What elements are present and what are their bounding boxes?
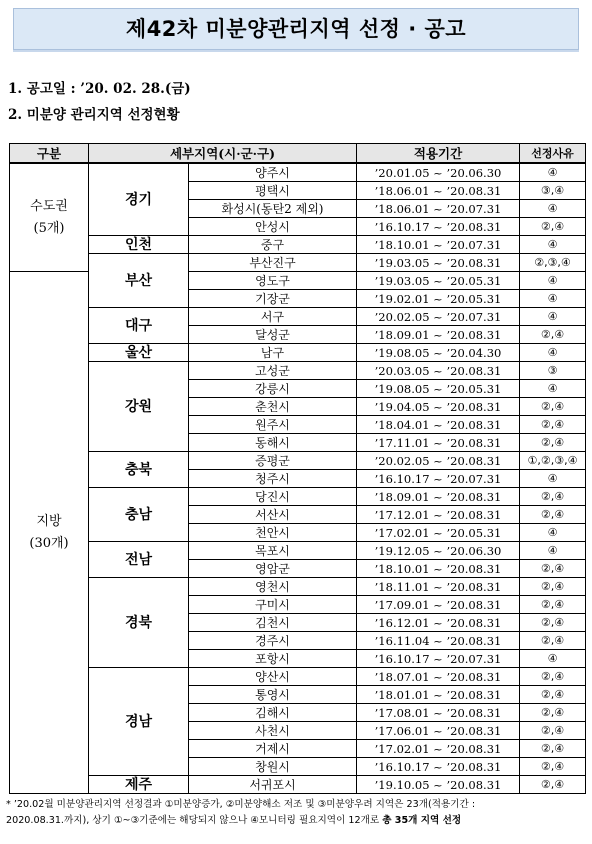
reason-cell: ④ <box>520 542 586 560</box>
period-cell: ’17.06.01 ~ ’20.08.31 <box>357 722 520 740</box>
period-cell: ’18.06.01 ~ ’20.08.31 <box>357 182 520 200</box>
period-cell: ’19.08.05 ~ ’20.04.30 <box>357 344 520 362</box>
page-title: 제42차 미분양관리지역 선정 · 공고 <box>125 17 467 41</box>
reason-cell: ②,④ <box>520 614 586 632</box>
period-cell: ’20.02.05 ~ ’20.07.31 <box>357 308 520 326</box>
sub-region-cell: 화성시(동탄2 제외) <box>189 200 357 218</box>
region-cell: 강원 <box>89 362 189 452</box>
sub-region-cell: 구미시 <box>189 596 357 614</box>
header-period: 적용기간 <box>357 144 520 164</box>
reason-cell: ②,④ <box>520 398 586 416</box>
reason-cell: ②,④ <box>520 416 586 434</box>
period-cell: ’18.01.01 ~ ’20.08.31 <box>357 686 520 704</box>
sub-region-cell: 동해시 <box>189 434 357 452</box>
period-cell: ’16.10.17 ~ ’20.08.31 <box>357 218 520 236</box>
reason-cell: ②,④ <box>520 326 586 344</box>
reason-cell: ②,④ <box>520 686 586 704</box>
footnote-line-2: 2020.08.31.까지), 상기 ①~③기준에는 해당되지 않으나 ④모니터링 필요지역이 12개로 <box>6 815 383 826</box>
period-cell: ’17.08.01 ~ ’20.08.31 <box>357 704 520 722</box>
reason-cell: ②,④ <box>520 218 586 236</box>
sub-region-cell: 중구 <box>189 236 357 254</box>
sub-region-cell: 기장군 <box>189 290 357 308</box>
period-cell: ’18.06.01 ~ ’20.07.31 <box>357 200 520 218</box>
sub-region-cell: 목포시 <box>189 542 357 560</box>
title-banner <box>13 8 579 50</box>
period-cell: ’17.12.01 ~ ’20.08.31 <box>357 506 520 524</box>
table-row <box>10 542 586 560</box>
sub-region-cell: 당진시 <box>189 488 357 506</box>
reason-cell: ②,④ <box>520 560 586 578</box>
sub-region-cell: 김천시 <box>189 614 357 632</box>
period-cell: ’19.08.05 ~ ’20.05.31 <box>357 380 520 398</box>
table-row <box>10 668 586 686</box>
period-cell: ’18.09.01 ~ ’20.08.31 <box>357 326 520 344</box>
sub-region-cell: 영천시 <box>189 578 357 596</box>
footnote <box>6 797 588 829</box>
sub-region-cell: 통영시 <box>189 686 357 704</box>
region-cell: 경북 <box>89 578 189 668</box>
reason-cell: ②,④ <box>520 740 586 758</box>
region-cell: 충남 <box>89 488 189 542</box>
reason-cell: ③ <box>520 362 586 380</box>
sub-region-cell: 서귀포시 <box>189 776 357 794</box>
period-cell: ’16.10.17 ~ ’20.07.31 <box>357 470 520 488</box>
period-cell: ’18.10.01 ~ ’20.07.31 <box>357 236 520 254</box>
period-cell: ’20.02.05 ~ ’20.08.31 <box>357 452 520 470</box>
period-cell: ’17.09.01 ~ ’20.08.31 <box>357 596 520 614</box>
reason-cell: ④ <box>520 272 586 290</box>
sub-region-cell: 경주시 <box>189 632 357 650</box>
sub-region-cell: 남구 <box>189 344 357 362</box>
sub-region-cell: 서구 <box>189 308 357 326</box>
reason-cell: ②,④ <box>520 668 586 686</box>
period-cell: ’18.09.01 ~ ’20.08.31 <box>357 488 520 506</box>
table-row <box>10 362 586 380</box>
reason-cell: ②,④ <box>520 758 586 776</box>
period-cell: ’20.03.05 ~ ’20.08.31 <box>357 362 520 380</box>
reason-cell: ②,④ <box>520 632 586 650</box>
footnote-line-1: * ’20.02월 미분양관리지역 선정결과 ①미분양증가, ②미분양해소 저조 및 ③미분양우려 지역은 23개(적용기간 : <box>6 799 476 810</box>
reason-cell: ②,④ <box>520 776 586 794</box>
reason-cell: ④ <box>520 524 586 542</box>
header-category: 구분 <box>10 144 89 164</box>
period-cell: ’19.12.05 ~ ’20.06.30 <box>357 542 520 560</box>
category-cell: 지방 (30개) <box>10 272 89 794</box>
sub-region-cell: 김해시 <box>189 704 357 722</box>
sub-region-cell: 거제시 <box>189 740 357 758</box>
sub-region-cell: 양산시 <box>189 668 357 686</box>
sub-region-cell: 창원시 <box>189 758 357 776</box>
region-cell: 경남 <box>89 668 189 776</box>
designation-table <box>9 143 585 794</box>
period-cell: ’17.11.01 ~ ’20.08.31 <box>357 434 520 452</box>
reason-cell: ①,②,③,④ <box>520 452 586 470</box>
sub-region-cell: 달성군 <box>189 326 357 344</box>
period-cell: ’19.03.05 ~ ’20.08.31 <box>357 254 520 272</box>
reason-cell: ②,④ <box>520 722 586 740</box>
sub-region-cell: 천안시 <box>189 524 357 542</box>
table-row <box>10 452 586 470</box>
sub-region-cell: 영암군 <box>189 560 357 578</box>
sub-region-cell: 사천시 <box>189 722 357 740</box>
reason-cell: ④ <box>520 380 586 398</box>
period-cell: ’20.01.05 ~ ’20.06.30 <box>357 163 520 182</box>
table-row <box>10 776 586 794</box>
reason-cell: ④ <box>520 344 586 362</box>
sub-region-cell: 춘천시 <box>189 398 357 416</box>
footnote-total: 총 35개 지역 선정 <box>382 815 462 826</box>
region-cell: 부산 <box>89 254 189 308</box>
period-cell: ’16.12.01 ~ ’20.08.31 <box>357 614 520 632</box>
table-row <box>10 163 586 182</box>
table-row <box>10 488 586 506</box>
reason-cell: ④ <box>520 236 586 254</box>
announcement-date: 1. 공고일 : ’20. 02. 28.(금) <box>8 81 191 97</box>
sub-region-cell: 양주시 <box>189 163 357 182</box>
period-cell: ’18.04.01 ~ ’20.08.31 <box>357 416 520 434</box>
sub-region-cell: 강릉시 <box>189 380 357 398</box>
sub-region-cell: 안성시 <box>189 218 357 236</box>
reason-cell: ②,④ <box>520 506 586 524</box>
sub-region-cell: 평택시 <box>189 182 357 200</box>
sub-region-cell: 영도구 <box>189 272 357 290</box>
reason-cell: ②,④ <box>520 488 586 506</box>
region-cell: 울산 <box>89 344 189 362</box>
reason-cell: ②,④ <box>520 704 586 722</box>
period-cell: ’16.11.04 ~ ’20.08.31 <box>357 632 520 650</box>
section-heading: 2. 미분양 관리지역 선정현황 <box>8 107 180 123</box>
reason-cell: ②,④ <box>520 434 586 452</box>
period-cell: ’18.10.01 ~ ’20.08.31 <box>357 560 520 578</box>
reason-cell: ③,④ <box>520 182 586 200</box>
reason-cell: ②,③,④ <box>520 254 586 272</box>
period-cell: ’18.07.01 ~ ’20.08.31 <box>357 668 520 686</box>
sub-region-cell: 부산진구 <box>189 254 357 272</box>
reason-cell: ②,④ <box>520 596 586 614</box>
sub-region-cell: 청주시 <box>189 470 357 488</box>
period-cell: ’19.10.05 ~ ’20.08.31 <box>357 776 520 794</box>
table-row <box>10 344 586 362</box>
region-cell: 제주 <box>89 776 189 794</box>
period-cell: ’17.02.01 ~ ’20.05.31 <box>357 524 520 542</box>
period-cell: ’18.11.01 ~ ’20.08.31 <box>357 578 520 596</box>
reason-cell: ④ <box>520 308 586 326</box>
region-cell: 경기 <box>89 163 189 236</box>
period-cell: ’19.03.05 ~ ’20.05.31 <box>357 272 520 290</box>
sub-region-cell: 원주시 <box>189 416 357 434</box>
region-cell: 인천 <box>89 236 189 254</box>
category-cell: 수도권 (5개) <box>10 163 89 272</box>
table-row <box>10 578 586 596</box>
sub-region-cell: 증평군 <box>189 452 357 470</box>
region-cell: 충북 <box>89 452 189 488</box>
reason-cell: ②,④ <box>520 578 586 596</box>
table-row <box>10 308 586 326</box>
reason-cell: ④ <box>520 290 586 308</box>
sub-region-cell: 고성군 <box>189 362 357 380</box>
reason-cell: ④ <box>520 200 586 218</box>
reason-cell: ④ <box>520 163 586 182</box>
table-header-row <box>10 144 586 164</box>
table-row <box>10 236 586 254</box>
reason-cell: ④ <box>520 650 586 668</box>
header-sub-region: 세부지역(시·군·구) <box>89 144 357 164</box>
period-cell: ’19.04.05 ~ ’20.08.31 <box>357 398 520 416</box>
sub-region-cell: 포항시 <box>189 650 357 668</box>
sub-region-cell: 서산시 <box>189 506 357 524</box>
region-cell: 대구 <box>89 308 189 344</box>
reason-cell: ④ <box>520 470 586 488</box>
table-row <box>10 254 586 272</box>
period-cell: ’19.02.01 ~ ’20.05.31 <box>357 290 520 308</box>
period-cell: ’17.02.01 ~ ’20.08.31 <box>357 740 520 758</box>
header-reason: 선정사유 <box>520 144 586 164</box>
region-cell: 전남 <box>89 542 189 578</box>
period-cell: ’16.10.17 ~ ’20.08.31 <box>357 758 520 776</box>
period-cell: ’16.10.17 ~ ’20.07.31 <box>357 650 520 668</box>
